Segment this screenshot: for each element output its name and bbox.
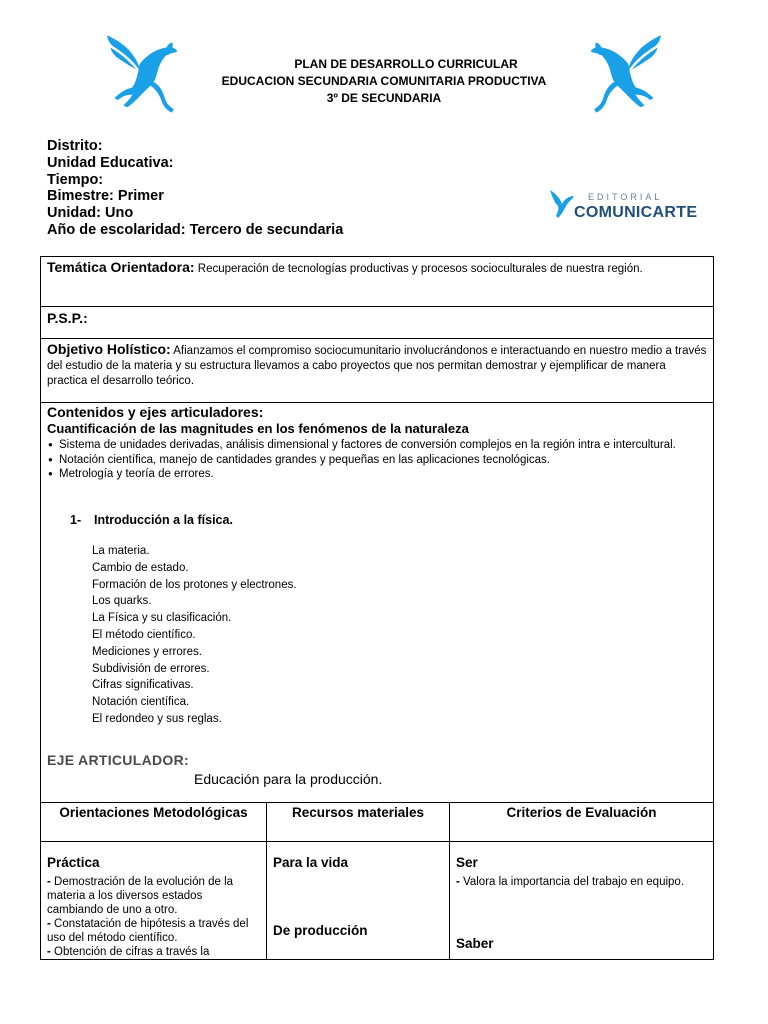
objetivo-text: Afianzamos el compromiso sociocumunitario involucrándonos e interactuando en nuestro medio a través del estudio de la materia y su estructura llevamos a cabo proyectos que nos permitan demostrar y ejemplificar de manera practica el desarrollo teórico. xyxy=(47,345,707,387)
anio-field: Año de escolaridad: Tercero de secundaria xyxy=(47,221,344,238)
general-info xyxy=(47,138,343,239)
header-line-2: EDUCACION SECUNDARIA COMUNITARIA PRODUCTIVA xyxy=(221,74,547,88)
header-line-1: PLAN DE DESARROLLO CURRICULAR xyxy=(294,57,518,71)
topic-item: La Física y su clasificación. xyxy=(92,612,232,625)
para-la-vida-title: Para la vida xyxy=(273,855,349,870)
practica-items xyxy=(47,875,261,959)
topic-item: Mediciones y errores. xyxy=(92,645,202,658)
contenidos-label: Contenidos y ejes articuladores: xyxy=(47,404,264,420)
topic-list xyxy=(92,543,297,728)
psp-section xyxy=(40,306,714,339)
table-header-divider xyxy=(41,841,713,842)
ser-title: Ser xyxy=(456,855,478,870)
list-item: - Constatación de hipótesis a través del uso del método científico. xyxy=(47,918,249,944)
table-column-orientaciones xyxy=(41,803,267,960)
publisher-name: COMUNICARTE xyxy=(574,204,698,221)
table-header-criterios: Criterios de Evaluación xyxy=(506,805,657,820)
list-item: ● Notación científica, manejo de cantidades grandes y pequeñas en las aplicaciones tecnológicas. xyxy=(47,453,707,468)
contenidos-section xyxy=(40,402,714,803)
contenidos-subtitle: Cuantificación de las magnitudes en los fenómenos de la naturaleza xyxy=(47,421,469,436)
tematica-label: Temática Orientadora: xyxy=(47,259,195,275)
topic-item: Subdivisión de errores. xyxy=(92,662,210,675)
unit-title xyxy=(70,513,233,527)
header-line-3: 3º DE SECUNDARIA xyxy=(326,91,442,105)
unit-title-text: Introducción a la física. xyxy=(94,513,233,527)
topic-item: Formación de los protones y electrones. xyxy=(92,578,297,591)
topic-item: Notación científica. xyxy=(92,696,190,709)
list-item: - Obtención de cifras a través la xyxy=(47,946,210,958)
list-item: ● Metrología y teoría de errores. xyxy=(47,467,707,482)
list-item: - Demostración de la evolución de la materia a los diversos estados cambiando de uno a otro. xyxy=(47,876,234,916)
distrito-field: Distrito: xyxy=(47,138,103,154)
publisher-logo xyxy=(548,180,714,230)
objetivo-section xyxy=(40,338,714,403)
eje-articulador-label: EJE ARTICULADOR: xyxy=(47,752,189,768)
saber-title: Saber xyxy=(456,936,494,951)
practica-title: Práctica xyxy=(47,855,100,870)
publisher-small-text: EDITORIAL xyxy=(588,192,663,202)
tematica-text: Recuperación de tecnologías productivas y procesos socioculturales de nuestra región. xyxy=(197,263,643,275)
topic-item: El método científico. xyxy=(92,628,196,641)
unidad-field: Unidad: Uno xyxy=(47,205,134,222)
topic-item: Los quarks. xyxy=(92,595,152,608)
tematica-section xyxy=(40,256,714,307)
contenidos-bullets xyxy=(47,438,707,482)
document-header xyxy=(0,56,768,107)
table-header-recursos: Recursos materiales xyxy=(291,805,425,820)
table-column-recursos xyxy=(267,803,450,960)
table-header-orientaciones: Orientaciones Metodológicas xyxy=(59,805,248,820)
topic-item: La materia. xyxy=(92,545,150,557)
unidad-educativa-field: Unidad Educativa: xyxy=(47,154,174,171)
table-column-criterios xyxy=(450,803,713,960)
ser-item: - Valora la importancia del trabajo en equipo. xyxy=(456,876,685,888)
psp-label: P.S.P.: xyxy=(47,310,88,326)
topic-item: Cifras significativas. xyxy=(92,679,194,692)
unit-number: 1- xyxy=(70,513,82,527)
evaluation-table xyxy=(40,803,714,960)
tiempo-field: Tiempo: xyxy=(47,171,104,188)
topic-item: Cambio de estado. xyxy=(92,561,189,574)
bimestre-field: Bimestre: Primer xyxy=(47,188,164,205)
eje-articulador-value: Educación para la producción. xyxy=(194,771,383,787)
list-item: ● Sistema de unidades derivadas, análisis dimensional y factores de conversión complejos en la región intra e intercultural. xyxy=(47,438,707,453)
objetivo-label: Objetivo Holístico: xyxy=(47,341,171,357)
topic-item: El redondeo y sus reglas. xyxy=(92,712,222,725)
de-produccion-title: De producción xyxy=(273,923,368,938)
